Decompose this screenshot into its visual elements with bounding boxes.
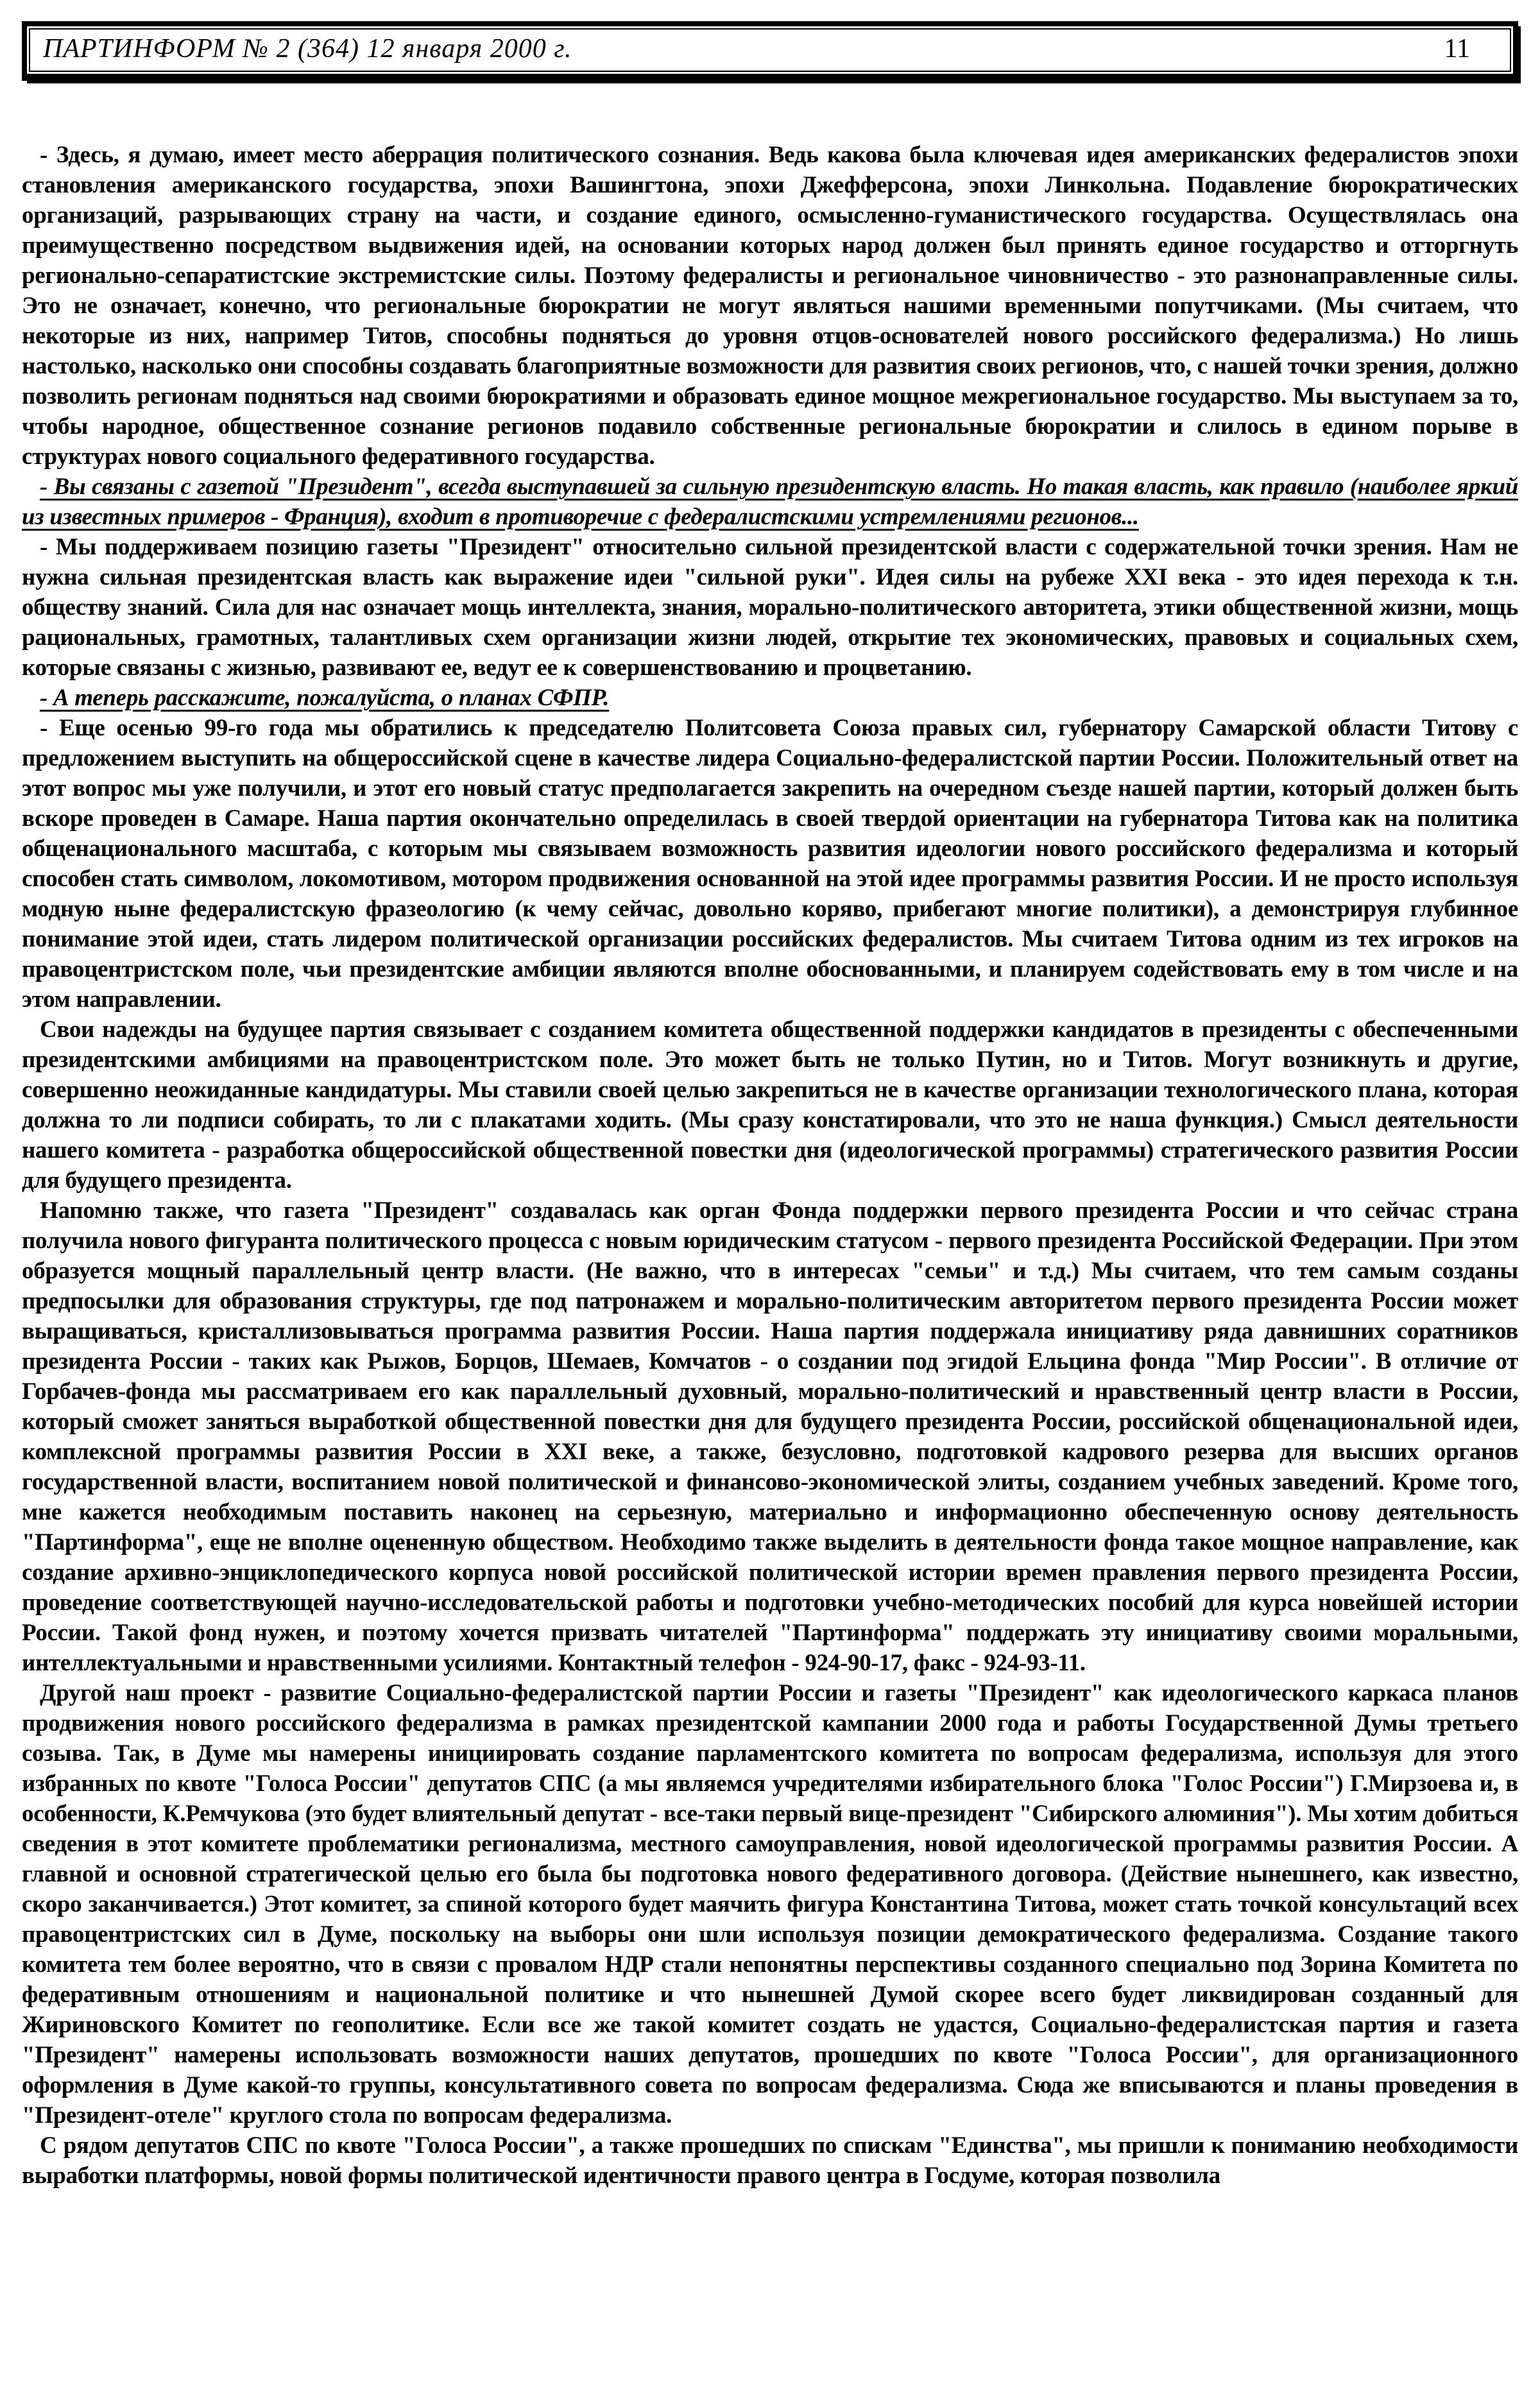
masthead-inner-frame (29, 28, 1511, 72)
interview-answer: - Мы поддерживаем позицию газеты "Президент" относительно сильной президентской власти с содержательной точки зрения. Нам не нужна сильная президентская власть как выражение идеи "сильной руки". Идея силы на рубеже XXI века - это идея перехода к т.н. обществу знаний. Сила для нас означает мощь интеллекта, знания, морально-политического авторитета, этики общественной жизни, мощь рациональных, грамотных, талантливых схем организации жизни людей, открытие тех экономических, правовых и социальных схем, которые связаны с жизнью, развивают ее, ведут ее к совершенствованию и процветанию. (22, 534, 1518, 681)
masthead-title: ПАРТИНФОРМ № 2 (364) 12 января 2000 г. (43, 34, 572, 64)
article-body (22, 140, 1518, 2191)
page-number: 11 (1444, 34, 1470, 64)
interview-answer: - Здесь, я думаю, имеет место аберрация политического сознания. Ведь какова была ключевая идея американских федералистов эпохи становления американского государства, эпохи Вашингтона, эпохи Джефферсона, эпохи Линкольна. Подавление бюрократических организаций, разрывающих страну на части, и создание единого, осмысленно-гуманистического государства. Осуществлялась она преимущественно посредством выдвижения идей, на основании которых народ должен был принять единое государство и отторгнуть регионально-сепаратистские экстремистские силы. Поэтому федералисты и региональное чиновничество - это разнонаправленные силы. Это не означает, конечно, что региональные бюрократии не могут являться нашими временными попутчиками. (Мы считаем, что некоторые из них, например Титов, способны подняться до уровня отцов-основателей нового российского федерализма.) Но лишь настолько, насколько они способны создавать благоприятные возможности для развития своих регионов, что, с нашей точки зрения, должно позволить регионам подняться над своими бюрократиями и образовать единое мощное межрегиональное государство. Мы выступаем за то, чтобы народное, общественное сознание регионов подавило собственные региональные бюрократии и слилось в едином порыве в структурах нового социального федеративного государства. (22, 142, 1518, 470)
masthead (22, 21, 1518, 81)
interview-question: - А теперь расскажите, пожалуйста, о планах СФПР. (40, 685, 610, 711)
interview-answer: Напомню также, что газета "Президент" создавалась как орган Фонда поддержки первого президента России и что сейчас страна получила нового фигуранта политического процесса с новым юридическим статусом - первого президента Российской Федерации. При этом образуется мощный параллельный центр власти. (Не важно, что в интересах "семьи" и т.д.) Мы считаем, что тем самым созданы предпосылки для образования структуры, где под патронажем и морально-политическим авторитетом первого президента России может выращиваться, кристаллизовываться программа развития России. Наша партия поддержала инициативу ряда давнишних соратников президента России - таких как Рыжов, Борцов, Шемаев, Комчатов - о создании под эгидой Ельцина фонда "Мир России". В отличие от Горбачев-фонда мы рассматриваем его как параллельный духовный, морально-политический и нравственный центр власти в России, который сможет заняться выработкой общественной повестки дня для будущего президента России, российской общенациональной идеи, комплексной программы развития России в XXI веке, а также, безусловно, подготовкой кадрового резерва для высших органов государственной власти, воспитанием новой политической и финансово-экономической элиты, созданием учебных заведений. Кроме того, мне кажется необходимым поставить наконец на серьезную, материально и информационно обеспеченную основу деятельность "Партинформа", еще не вполне оцененную обществом. Необходимо также выделить в деятельности фонда такое мощное направление, как создание архивно-энциклопедического корпуса новой российской политической истории времен правления первого президента России, проведение соответствующей научно-исследовательской работы и подготовки учебно-методических пособий для курса новейшей истории России. Такой фонд нужен, и поэтому хочется призвать читателей "Партинформа" поддержать эту инициативу своими моральными, интеллектуальными и нравственными усилиями. Контактный телефон - 924-90-17, факс - 924-93-11. (22, 1197, 1518, 1676)
interview-answer: Свои надежды на будущее партия связывает с созданием комитета общественной поддержки кандидатов в президенты с обеспеченными президентскими амбициями на правоцентристском поле. Это может быть не только Путин, но и Титов. Могут возникнуть и другие, совершенно неожиданные кандидатуры. Мы ставили своей целью закрепиться не в качестве организации технологического плана, которая должна то ли подписи собирать, то ли с плакатами ходить. (Мы сразу констатировали, что это не наша функция.) Смысл деятельности нашего комитета - разработка общероссийской общественной повестки дня (идеологической программы) стратегического развития России для будущего президента. (22, 1016, 1518, 1194)
interview-question: - Вы связаны с газетой "Президент", всегда выступавшей за сильную президентскую власть. Но такая власть, как правило (наиболее яркий из известных примеров - Франция), входит в противоречие с федералистскими устремлениями регионов... (22, 474, 1518, 530)
interview-answer: С рядом депутатов СПС по квоте "Голоса России", а также прошедших по спискам "Единства", мы пришли к пониманию необходимости выработки платформы, новой формы политической идентичности правого центра в Госдуме, которая позволила (22, 2132, 1518, 2189)
interview-answer: Другой наш проект - развитие Социально-федералистской партии России и газеты "Президент" как идеологического каркаса планов продвижения нового российского федерализма в рамках президентской кампании 2000 года и работы Государственной Думы третьего созыва. Так, в Думе мы намерены инициировать создание парламентского комитета по вопросам федерализма, используя для этого избранных по квоте "Голоса России" депутатов СПС (а мы являемся учредителями избирательного блока "Голос России") Г.Мирзоева и, в особенности, К.Ремчукова (это будет влиятельный депутат - все-таки первый вице-президент "Сибирского алюминия"). Мы хотим добиться сведения в этот комитете проблематики регионализма, местного самоуправления, новой идеологической программы развития России. А главной и основной стратегической целью его была бы подготовка нового федеративного договора. (Действие нынешнего, как известно, скоро заканчивается.) Этот комитет, за спиной которого будет маячить фигура Константина Титова, может стать точкой консультаций всех правоцентристских сил в Думе, поскольку на выборы они шли используя позиции демократического федерализма. Создание такого комитета тем более вероятно, что в связи с провалом НДР стали непонятны перспективы созданного специально под Зорина Комитета по федеративным отношениям и национальной политике и что нынешней Думой скорее всего будет ликвидирован созданный для Жириновского Комитет по геополитике. Если все же такой комитет создать не удастся, Социально-федералистская партия и газета "Президент" намерены использовать возможности наших депутатов, прошедших по квоте "Голоса России", для организационного оформления в Думе какой-то группы, консультативного совета по вопросам федерализма. Сюда же вписываются и планы проведения в "Президент-отеле" круглого стола по вопросам федерализма. (22, 1680, 1518, 2129)
interview-answer: - Еще осенью 99-го года мы обратились к председателю Политсовета Союза правых сил, губернатору Самарской области Титову с предложением выступить на общероссийской сцене в качестве лидера Социально-федералистской партии России. Положительный ответ на этот вопрос мы уже получили, и этот его новый статус предполагается закрепить на очередном съезде нашей партии, который должен быть вскоре проведен в Самаре. Наша партия окончательно определилась в своей твердой ориентации на губернатора Титова как на политика общенационального масштаба, с которым мы связываем возможность развития идеологии нового российского федерализма и который способен стать символом, локомотивом, мотором продвижения основанной на этой идее программы развития России. И не просто используя модную ныне федералистскую фразеологию (к чему сейчас, довольно коряво, прибегают многие политики), а демонстрируя глубинное понимание этой идеи, стать лидером политической организации российских федералистов. Мы считаем Титова одним из тех игроков на правоцентристском поле, чьи президентские амбиции являются вполне обоснованными, и планируем содействовать ему в том числе и на этом направлении. (22, 715, 1518, 1013)
